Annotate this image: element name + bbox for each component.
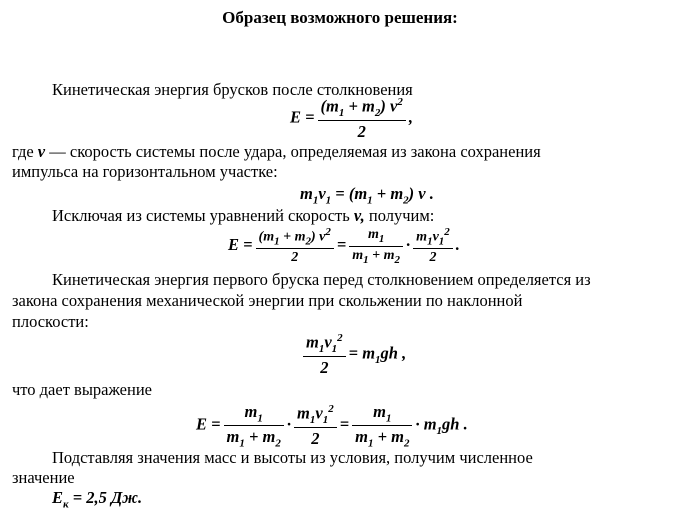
formula-energy-substituted: E = $\frac{(m_1 + m_2) v^2}{2}$ = $\frac{m_1}{m_1 + m_2}$ · $\frac{m_1v_1^2}{2}$ . (228, 226, 460, 266)
paragraph-first-block-energy-line2: закона сохранения механической энергии при скольжении по наклонной (12, 291, 523, 310)
formula-energy-after-collision: E = $\frac{(m_1 + m_2) v^2}{2}$ , (290, 96, 413, 141)
paragraph-numeric-value-line2: значение (12, 468, 75, 487)
formula-momentum-conservation: $m_1v_1 = (m_1 + m_2)$ v . (300, 184, 434, 207)
paragraph-first-block-energy: Кинетическая энергия первого бруска перед столкновением определяется из (52, 270, 591, 289)
paragraph-velocity-definition-line2: импульса на горизонтальном участке: (12, 162, 278, 181)
paragraph-eliminate-velocity: Исключая из системы уравнений скорость v, получим: (52, 206, 435, 225)
paragraph-kinetic-energy-after: Кинетическая энергия брусков после столкновения (52, 80, 413, 99)
formula-energy-conservation-incline: $\frac{m_1v_1^2}{2}$ = $m_1gh$ , (300, 332, 406, 378)
paragraph-yields-expression: что дает выражение (12, 380, 152, 399)
paragraph-first-block-energy-line3: плоскости: (12, 312, 89, 331)
formula-final-expression: E = $\frac{m_1}{m_1 + m_2}$ · $\frac{m_1v_1^2}{2}$ = $\frac{m_1}{m_1 + m_2}$ · $m_1gh$ . (196, 402, 468, 450)
paragraph-velocity-definition: где v — скорость системы после удара, определяемая из закона сохранения (12, 142, 541, 161)
page-title: Образец возможного решения: (222, 8, 458, 27)
paragraph-numeric-value: Подставляя значения масс и высоты из условия, получим численное (52, 448, 533, 467)
answer-value: $E_к = 2,5$ Дж. (52, 488, 143, 511)
